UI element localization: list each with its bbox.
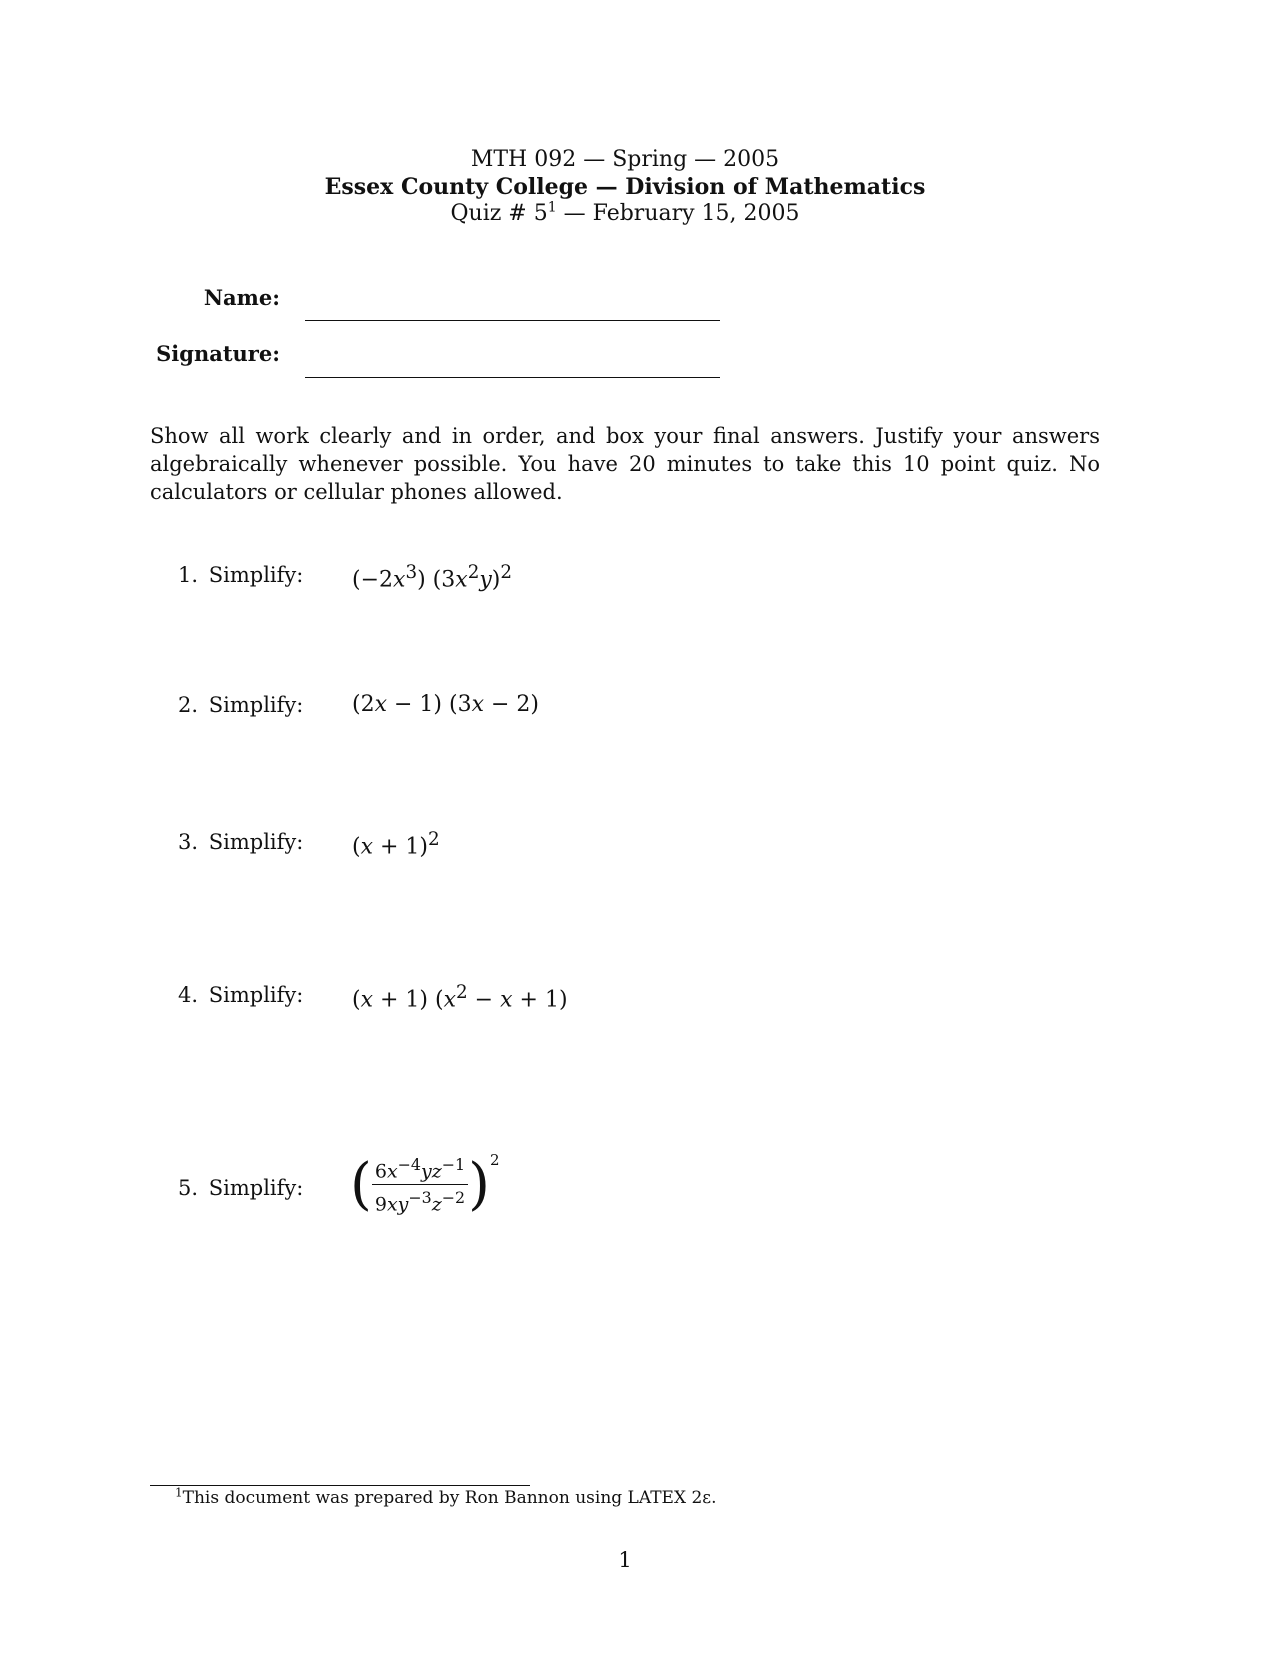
expression-2: (2x − 1) (3x − 2) — [352, 692, 540, 717]
page-number: 1 — [618, 1548, 632, 1572]
question-4 — [178, 983, 303, 1007]
expression-3: $(x + 1)^2$ — [352, 829, 440, 860]
question-prompt: Simplify: — [208, 563, 304, 587]
question-number: 4. — [178, 983, 199, 1007]
question-prompt: Simplify: — [208, 1176, 304, 1200]
question-prompt: Simplify: — [208, 830, 304, 854]
name-label: Name: — [203, 285, 280, 310]
instructions: Show all work clearly and in order, and box your final answers. Justify your answers algebraically whenever possible. You have 20 minutes to take this 10 point quiz. No calculators or cellular phones allowed. — [150, 424, 1100, 504]
footnote-rule — [150, 1485, 530, 1486]
footnote-text: This document was prepared by Ron Bannon using LATEX 2ε. — [182, 1488, 717, 1508]
course-line: MTH 092 — Spring — 2005 — [470, 147, 780, 172]
question-2 — [178, 693, 303, 717]
quiz-title: Quiz # 5 — [450, 201, 548, 226]
college-line: Essex County College — Division of Mathematics — [324, 174, 926, 200]
quiz-date: — February 15, 2005 — [556, 201, 800, 226]
quiz-line — [0, 200, 1250, 228]
signature-label: Signature: — [156, 341, 280, 366]
signature-field[interactable] — [305, 377, 720, 378]
question-number: 3. — [178, 830, 199, 854]
question-prompt: Simplify: — [208, 983, 304, 1007]
question-5 — [178, 1176, 303, 1200]
expression-4: (x + 1) $(x^2 - x + 1)$ — [352, 982, 568, 1013]
footnote — [175, 1487, 716, 1509]
question-number: 5. — [178, 1176, 199, 1200]
expression-5: ( $\frac{6x^{-4}yz^{-1}}{9xy^{-3}z^{-2}}$ )$^2$ — [350, 1150, 500, 1217]
question-number: 2. — [178, 693, 199, 717]
footnote-mark: 1 — [547, 199, 557, 216]
question-1 — [178, 563, 303, 587]
question-number: 1. — [178, 563, 199, 587]
expression-1: $(-2x^3)$ $(3x^2y)^2$ — [352, 562, 513, 593]
question-3 — [178, 830, 303, 854]
footnote-mark: 1 — [175, 1485, 183, 1500]
name-field[interactable] — [305, 320, 720, 321]
question-prompt: Simplify: — [208, 693, 304, 717]
